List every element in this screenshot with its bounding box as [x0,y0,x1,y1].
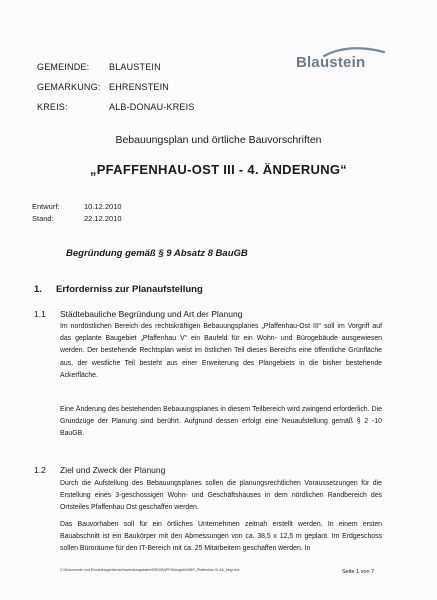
header-label: GEMARKUNG: [37,82,101,92]
subsection-number: 1.2 [34,465,46,475]
blaustein-logo: Blaustein [296,54,366,71]
section-number: 1. [34,284,42,295]
paragraph: Im nordöstlichen Bereich des rechtskräftigen Bebauungsplanes „Pfaffenhau-Ost III“ soll im Vorgriff auf das geplante Baugebiet „Pfaffenhau V“ ein Baufeld für ein Wohn- und Bürogebäude ausgewiesen werden. Der bestehende Rechtsplan weist im östlichen Teil dieses Bereichs eine öffentliche Grünfläche aus, der westliche Teil besteht aus einer Erweiterung des Plangebiets in die bisher bestehende Ackerfläche. [60,323,382,379]
footer-file-path: C:\Dokumente und Einstellungen\kmarAnwendungsdaten\REG\BAPF\Bürogeb04\BP_Pfaffenhau III-4A_begr.doc [60,568,240,572]
begruendung-heading: Begründung gemäß § 9 Absatz 8 BauGB [66,248,248,259]
header-label: KREIS: [37,102,68,112]
date-value: 22.12.2010 [84,214,122,223]
paragraph: Das Bauvorhaben soll für ein örtliches Unternehmen zeitnah erstellt werden. In einem ersten Bauabschnitt ist ein Baukörper mit den Abmessungen von ca. 38,5 x 12,5 m geplant. Im Erdgeschoss sollen Büroräume für den IT-Bereich mit ca. 25 Mitarbeitern geschaffen werden. In [60,521,382,553]
date-label: Stand: [32,214,54,223]
document-subtitle: „PFAFFENHAU-OST III - 4. ÄNDERUNG“ [89,162,348,177]
header-value: BLAUSTEIN [109,62,161,72]
subsection-title: Ziel und Zweck der Planung [60,465,166,475]
paragraph: Eine Änderung des bestehenden Bebauungsplanes in diesem Teilbereich wird zwingend erforderlich. Die Grundzüge der Planung sind berührt. Aufgrund dessen erfolgt eine Neuaufstellung gemäß § 2 -10 BauGB. [60,406,382,438]
date-label: Entwurf: [32,202,60,211]
paragraph: Durch die Aufstellung des Bebauungsplanes sollen die planungsrechtlichen Voraussetzungen für die Erstellung eines 3-geschossigen Wohn- und Geschäftshauses in dem nördlichen Randbereich des Ortsteiles Pfaffenhau Ost geschaffen werden. [60,480,382,512]
section-title: Erforderniss zur Planaufstellung [56,284,203,295]
header-value: ALB-DONAU-KREIS [109,102,195,112]
subsection-title: Städtebauliche Begründung und Art der Planung [60,309,243,319]
subsection-number: 1.1 [34,309,46,319]
header-label: GEMEINDE: [37,62,90,72]
header-value: EHRENSTEIN [109,82,170,92]
document-title: Bebauungsplan und örtliche Bauvorschriften [115,134,322,146]
footer-page-number: Seite 1 von 7 [342,569,375,575]
date-value: 10.12.2010 [84,202,122,211]
